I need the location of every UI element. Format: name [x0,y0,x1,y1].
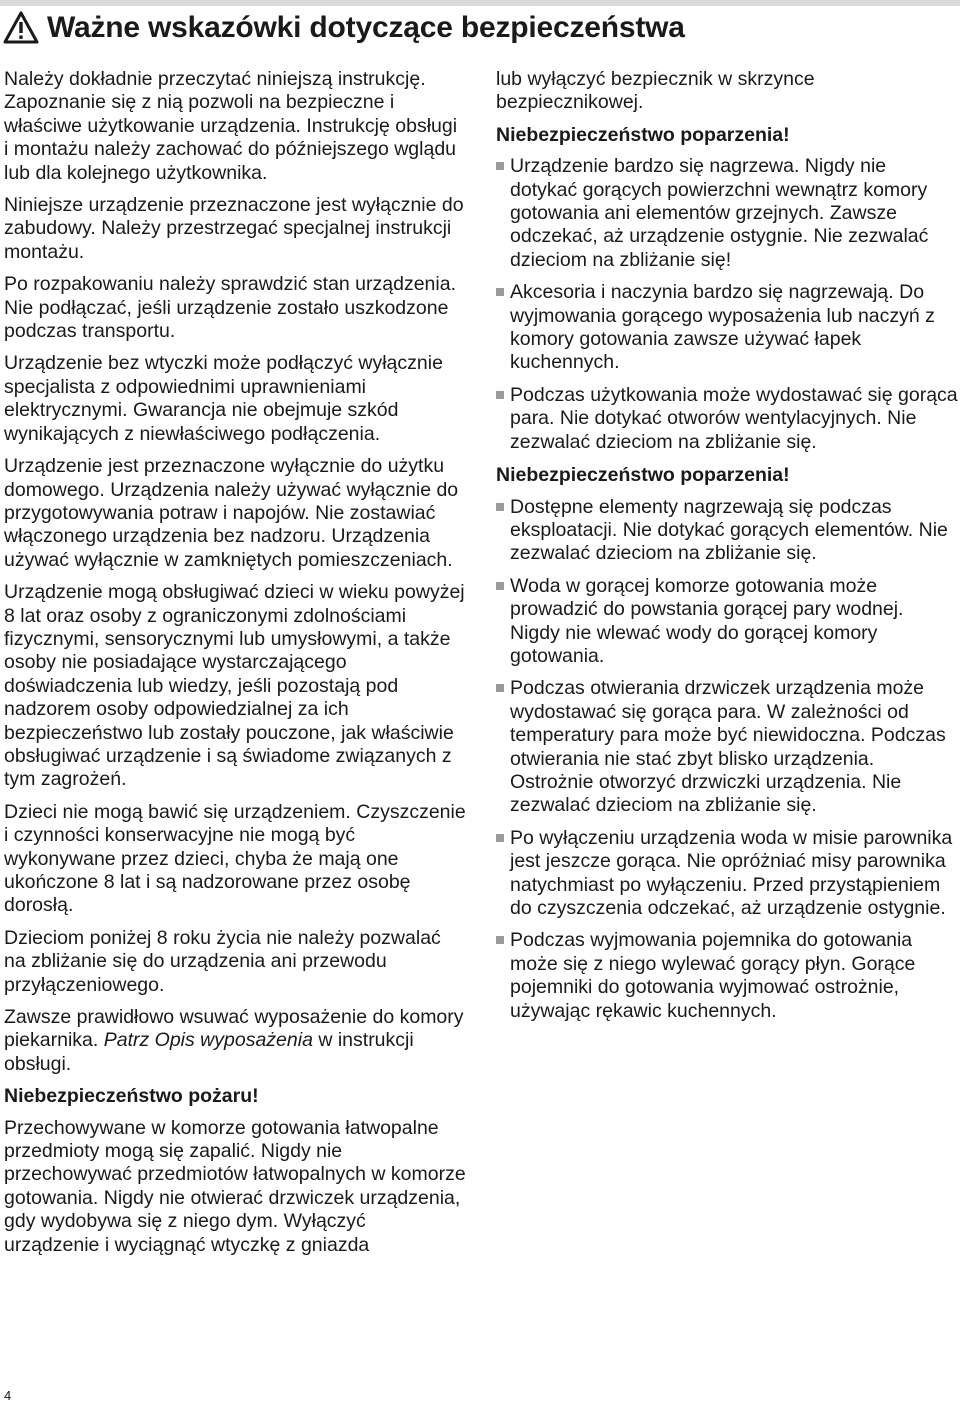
paragraph-children-under-8: Dzieciom poniżej 8 roku życia nie należy pozwalać na zbliżanie się do urządzenia ani przewodu przyłączeniowego. [4,926,441,996]
paragraph-electrical-connection: Urządzenie bez wtyczki może podłączyć wyłącznie specjalista z odpowiednimi uprawnieniami elektrycznymi. Gwarancja nie obejmuje szkód wynikających z niewłaściwego podłączenia. [4,352,443,445]
burn-risk-list [496,155,958,454]
square-bullet-icon [496,684,504,692]
square-bullet-icon [496,288,504,296]
list-item: Podczas otwierania drzwiczek urządzenia może wydostawać się gorąca para. W zależności od temperatury para może być niewidoczna. Podczas otwierania nie stać zbyt blisko urządzenia. Ostrożnie otworzyć drzwiczki urządzenia. Nie zezwalać dzieciom na zbliżanie się. [496,677,958,817]
square-bullet-icon [496,503,504,511]
square-bullet-icon [496,834,504,842]
list-item: Akcesoria i naczynia bardzo się nagrzewają. Do wyjmowania gorącego wyposażenia lub naczyń z komory gotowania zawsze używać łapek kuchennych. [496,281,958,375]
list-item: Dostępne elementy nagrzewają się podczas eksploatacji. Nie dotykać gorących elementów. Nie zezwalać dzieciom na zbliżanie się. [496,496,958,566]
list-item: Woda w gorącej komorze gotowania może prowadzić do powstania gorącej pary wodnej. Nigdy nie wlewać wody do gorącej komory gotowania. [496,575,958,669]
scald-risk-heading: Niebezpieczeństwo poparzenia! [496,464,790,487]
list-item: Urządzenie bardzo się nagrzewa. Nigdy nie dotykać gorących powierzchni wewnątrz komory gotowania ani elementów grzejnych. Zawsze odczekać, aż urządzenie ostygnie. Nie zezwalać dzieciom na zbliżanie się! [496,155,958,272]
paragraph-accessories [4,1006,466,1076]
paragraph-check-condition: Po rozpakowaniu należy sprawdzić stan urządzenia. Nie podłączać, jeśli urządzenie zostało uszkodzone podczas transportu. [4,273,456,343]
warning-triangle-icon [3,11,39,45]
accessories-reference: Patrz Opis wyposażenia [103,1029,313,1052]
scald-risk-list [496,496,958,1024]
paragraph-built-in-only: Niniejsze urządzenie przeznaczone jest wyłącznie do zabudowy. Należy przestrzegać specjalnej instrukcji montażu. [4,194,464,263]
page-title: Ważne wskazówki dotyczące bezpieczeństwa [47,11,685,44]
page-header [3,8,953,48]
top-rule [0,0,960,6]
list-item: Podczas wyjmowania pojemnika do gotowania może się z niego wylewać gorący płyn. Gorące pojemniki do gotowania wyjmować ostrożnie, używając rękawic kuchennych. [496,929,958,1023]
list-item: Po wyłączeniu urządzenia woda w misie parownika jest jeszcze gorąca. Nie opróżniać misy parownika natychmiast po wyłączeniu. Przed przystąpieniem do czyszczenia odczekać, aż urządzenie ostygnie. [496,827,958,921]
square-bullet-icon [496,582,504,590]
square-bullet-icon [496,936,504,944]
left-column [4,68,466,1266]
square-bullet-icon [496,391,504,399]
paragraph-children-operation: Urządzenie mogą obsługiwać dzieci w wieku powyżej 8 lat oraz osoby z ograniczonymi zdolnościami fizycznymi, sensorycznymi lub umysłowymi, a także osoby nie posiadające wystarczającego doświadczenia lub wiedzy, jeśli pozostają pod nadzorem osoby odpowiedzialnej za ich bezpieczeństwo lub zostały pouczone, jak właściwie obsługiwać urządzenie i są świadome związanych z tym zagrożeń. [4,581,465,791]
fire-risk-heading: Niebezpieczeństwo pożaru! [4,1085,259,1108]
accessories-text-end: w instrukcji obsługi. [4,1029,414,1075]
page-number: 4 [4,1388,12,1403]
paragraph-household-use: Urządzenie jest przeznaczone wyłącznie do użytku domowego. Urządzenia należy używać wyłącznie do przygotowywania potraw i napojów. Nie zostawiać włączonego urządzenia bez nadzoru. Urządzenia używać wyłącznie w zamkniętych pomieszczeniach. [4,455,459,571]
list-item: Podczas użytkowania może wydostawać się gorąca para. Nie dotykać otworów wentylacyjnych. Nie zezwalać dzieciom na zbliżanie się. [496,384,958,454]
burn-risk-heading: Niebezpieczeństwo poparzenia! [496,123,790,146]
square-bullet-icon [496,162,504,170]
paragraph-fire-risk: Przechowywane w komorze gotowania łatwopalne przedmioty mogą się zapalić. Nigdy nie przechowywać przedmiotów łatwopalnych w komorze gotowania. Nigdy nie otwierać drzwiczek urządzenia, gdy wydobywa się z niego dym. Wyłączyć urządzenie i wyciągnąć wtyczkę z gniazda [4,1116,466,1256]
paragraph-read-instructions: Należy dokładnie przeczytać niniejszą instrukcję. Zapoznanie się z nią pozwoli na bezpieczne i właściwe użytkowanie urządzenia. Instrukcję obsługi i montażu należy zachować do późniejszego wglądu lub dla kolejnego użytkownika. [4,68,458,184]
paragraph-children-play: Dzieci nie mogą bawić się urządzeniem. Czyszczenie i czynności konserwacyjne nie mogą być wykonywane przez dzieci, chyba że mają one ukończone 8 lat i są nadzorowane przez osobę dorosłą. [4,800,466,917]
paragraph-continuation: lub wyłączyć bezpiecznik w skrzynce bezpiecznikowej. [496,68,815,114]
accessories-text: Zawsze prawidłowo wsuwać wyposażenie do komory piekarnika. [4,1006,464,1052]
right-column [496,68,958,1033]
